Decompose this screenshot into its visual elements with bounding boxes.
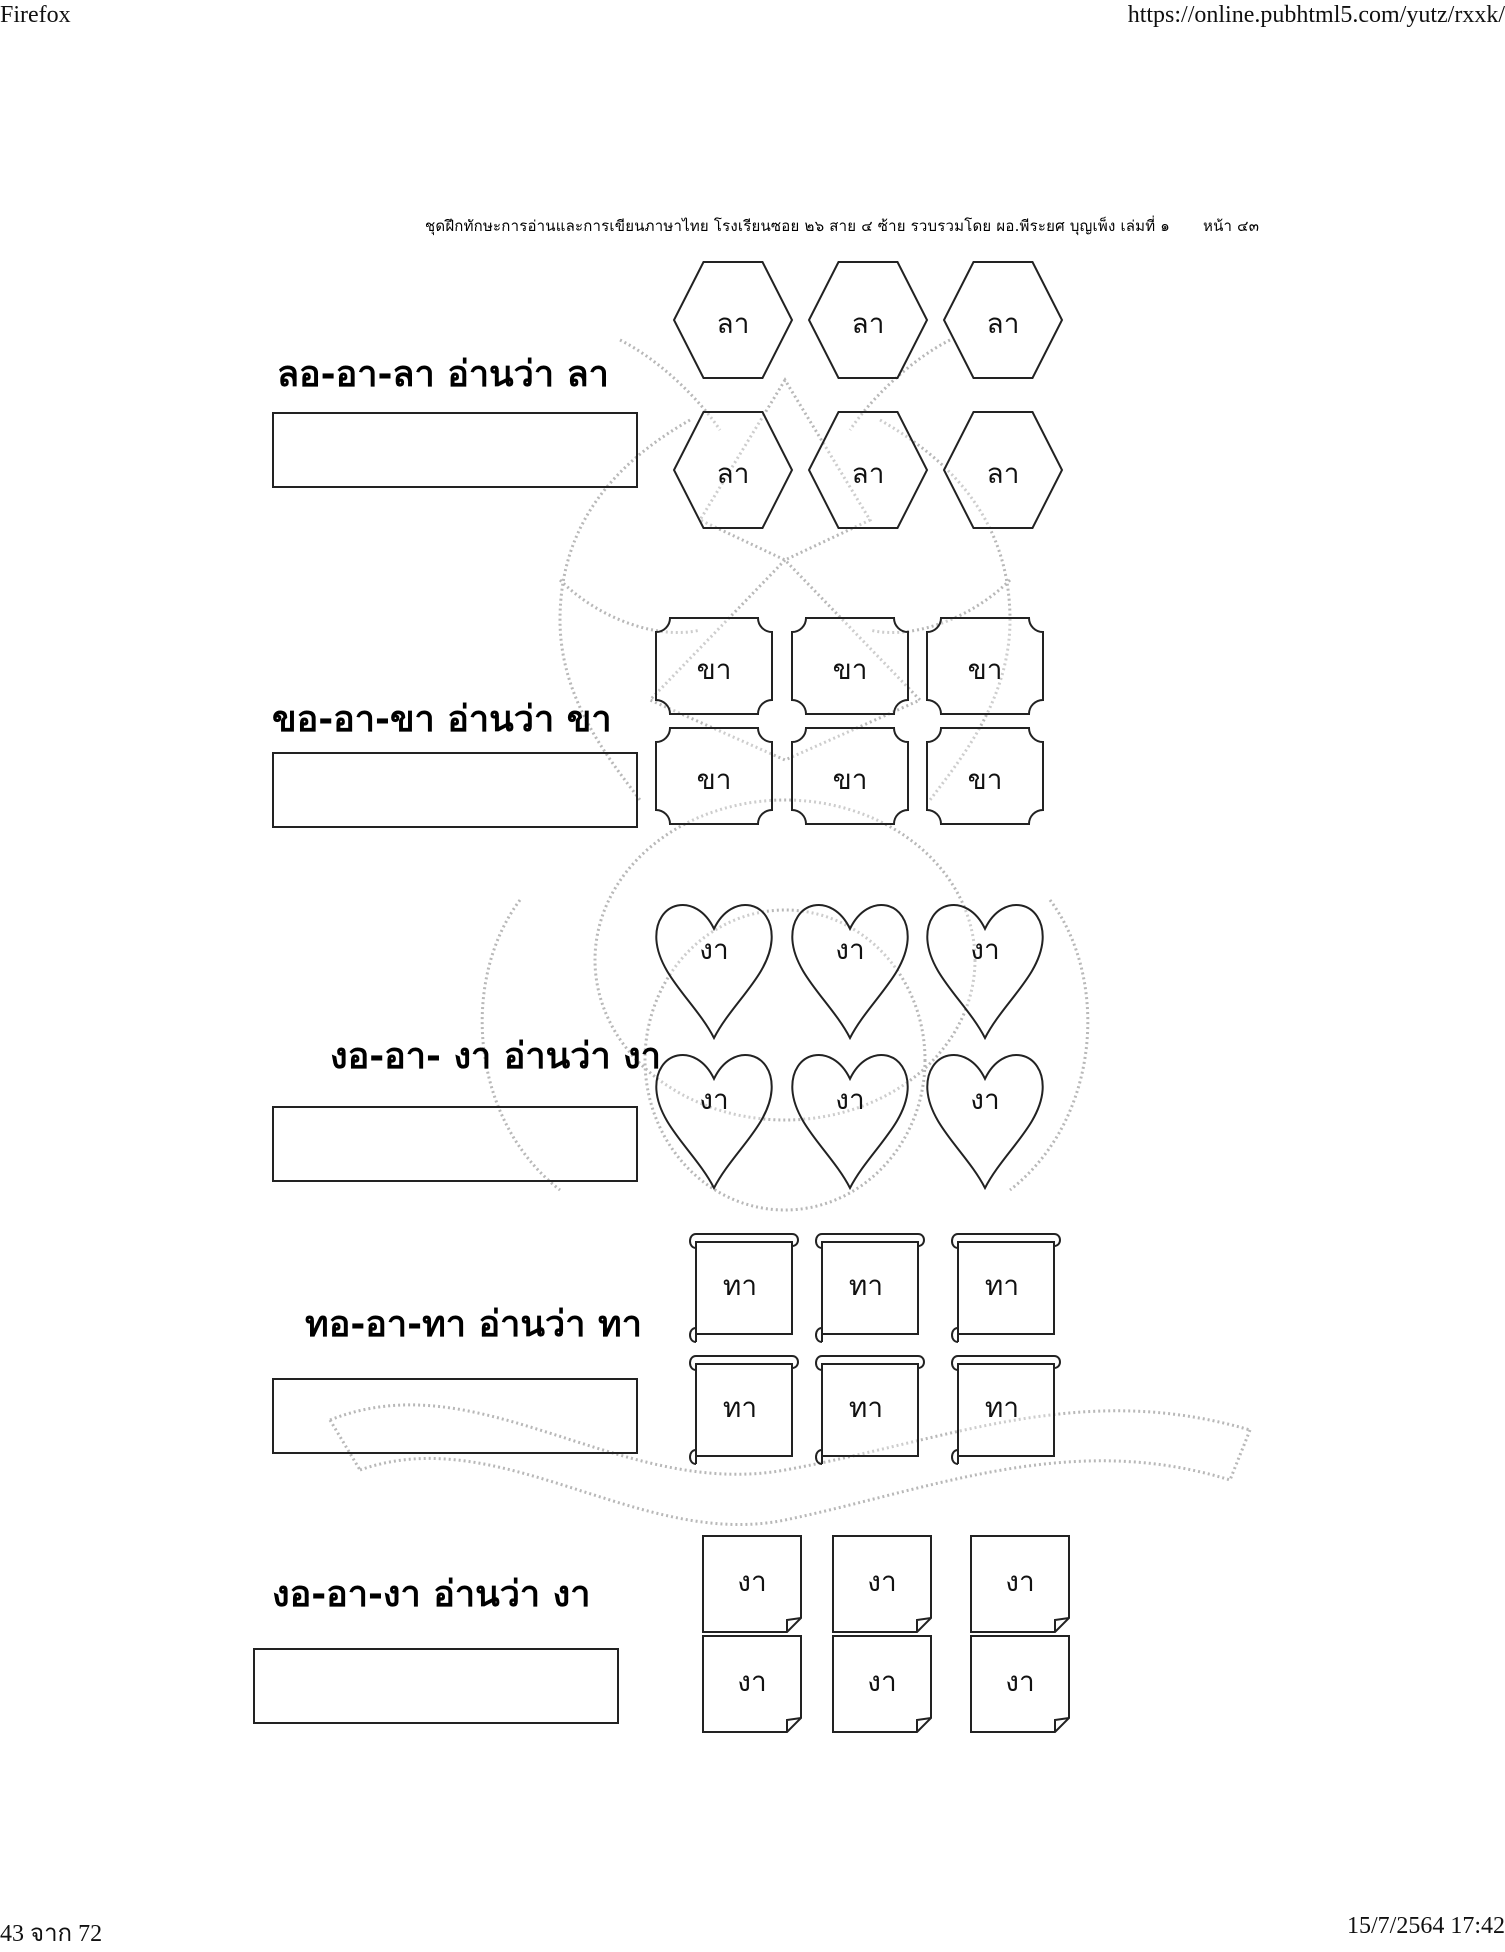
exercise-title-5: งอ-อา-งา อ่านว่า งา [272,1574,591,1615]
word-card-label: ขา [696,763,732,796]
scroll-word-card [950,1356,1054,1464]
note-word-card [833,1536,931,1632]
note-word-card [971,1636,1069,1732]
word-card-label: ลา [716,457,750,490]
scroll-word-card [814,1234,918,1342]
ticket-word-card [927,618,1043,714]
word-card-label: งา [867,1565,897,1598]
hexagon-word-card [944,262,1062,378]
word-card-label: ทา [984,1391,1020,1424]
exercise-title-2: ขอ-อา-ขา อ่านว่า ขา [272,699,612,740]
word-card-label: ลา [851,457,885,490]
answer-box-2[interactable] [272,752,638,828]
note-word-card [833,1636,931,1732]
word-card-label: ทา [722,1391,758,1424]
ticket-word-card [656,728,772,824]
page-counter: 43 จาก 72 [0,1921,103,1947]
scroll-word-card [688,1234,792,1342]
word-card-label: ทา [722,1269,758,1302]
ticket-word-card [792,618,908,714]
heart-word-card [654,898,774,1038]
word-card-label: ขา [967,653,1003,686]
word-card-label: ขา [832,763,868,796]
header-text: ชุดฝึกทักษะการอ่านและการเขียนภาษาไทย โรงเรียนซอย ๒๖ สาย ๔ ซ้าย รวบรวมโดย ผอ.พีระยศ บุญเพ็ง เล่มที่ ๑ [425,217,1171,235]
document-header [425,214,1259,238]
word-card-label: งา [1005,1665,1035,1698]
print-datetime: 15/7/2564 17:42 [1346,1913,1505,1939]
heart-word-card [790,1048,910,1188]
answer-box-3[interactable] [272,1106,638,1182]
browser-app-name: Firefox [0,2,71,28]
heart-word-card [654,1048,774,1188]
heart-word-card [925,898,1045,1038]
ticket-word-card [927,728,1043,824]
hexagon-word-card [674,412,792,528]
exercise-title-3: งอ-อา- งา อ่านว่า งา [330,1036,661,1077]
word-card-label: งา [737,1665,767,1698]
word-card-label: ลา [851,307,885,340]
page-number: หน้า ๔๓ [1203,217,1260,235]
word-card-label: งา [970,1083,1000,1116]
word-card-label: ขา [696,653,732,686]
page-url[interactable]: https://online.pubhtml5.com/yutz/rxxk/ [1127,2,1505,28]
hexagon-word-card [809,262,927,378]
scroll-word-card [814,1356,918,1464]
word-card-label: งา [867,1665,897,1698]
exercise-title-4: ทอ-อา-ทา อ่านว่า ทา [305,1304,642,1345]
word-card-label: ลา [986,457,1020,490]
answer-box-1[interactable] [272,412,638,488]
ticket-word-card [792,728,908,824]
heart-word-card [925,1048,1045,1188]
hexagon-word-card [944,412,1062,528]
word-card-label: ขา [967,763,1003,796]
word-card-label: งา [970,933,1000,966]
exercise-title-1: ลอ-อา-ลา อ่านว่า ลา [277,354,609,395]
word-card-label: งา [835,1083,865,1116]
word-card-label: ทา [848,1391,884,1424]
word-card-label: ลา [716,307,750,340]
hexagon-word-card [674,262,792,378]
word-card-label: งา [699,933,729,966]
word-card-label: ลา [986,307,1020,340]
word-card-label: งา [835,933,865,966]
hexagon-word-card [809,412,927,528]
word-card-label: ทา [848,1269,884,1302]
word-card-label: งา [699,1083,729,1116]
word-card-label: งา [737,1565,767,1598]
note-word-card [703,1636,801,1732]
ticket-word-card [656,618,772,714]
word-card-label: ขา [832,653,868,686]
scroll-word-card [688,1356,792,1464]
word-card-label: งา [1005,1565,1035,1598]
answer-box-4[interactable] [272,1378,638,1454]
note-word-card [971,1536,1069,1632]
answer-box-5[interactable] [253,1648,619,1724]
heart-word-card [790,898,910,1038]
scroll-word-card [950,1234,1054,1342]
note-word-card [703,1536,801,1632]
word-card-label: ทา [984,1269,1020,1302]
